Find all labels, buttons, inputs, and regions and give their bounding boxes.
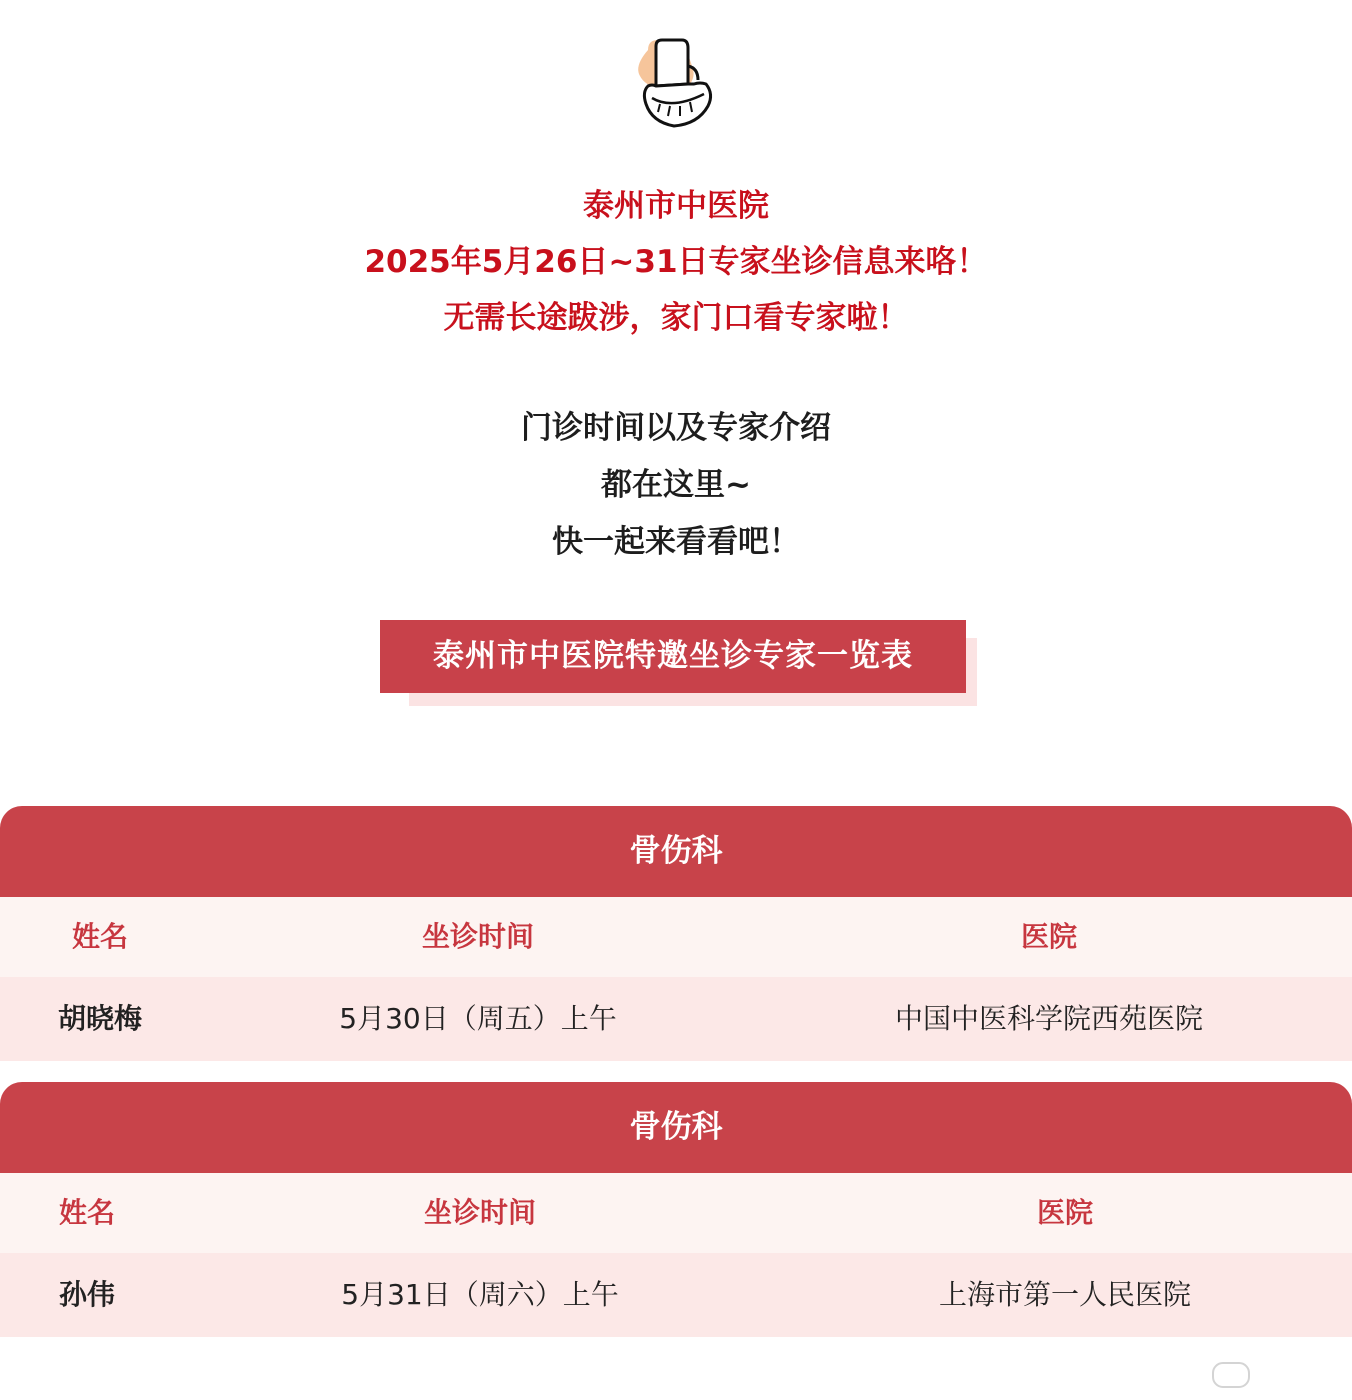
column-name: 姓名: [58, 1196, 116, 1229]
column-header-row: [0, 897, 1352, 977]
department-card: [0, 1082, 1352, 1337]
hospital-name: 泰州市中医院: [583, 188, 769, 224]
column-header-row: [0, 1173, 1352, 1253]
column-time: 坐诊时间: [421, 920, 535, 953]
column-hospital: 医院: [1036, 1196, 1094, 1229]
intro-line-2: 都在这里~: [601, 467, 751, 503]
expert-hospital: 上海市第一人民医院: [938, 1278, 1192, 1311]
expert-hospital: 中国中医科学院西苑医院: [894, 1002, 1204, 1035]
table-row: [0, 977, 1352, 1061]
department-title: 骨伤科: [0, 806, 1352, 897]
consult-time: 5月30日（周五）上午: [339, 1002, 617, 1035]
table-row: [0, 1253, 1352, 1337]
column-name: 姓名: [71, 920, 129, 953]
hand-pointing-down-icon: [626, 36, 720, 132]
department-card: [0, 806, 1352, 1061]
expert-list-banner: 泰州市中医院特邀坐诊专家一览表: [380, 620, 966, 693]
expert-name: 孙伟: [58, 1278, 116, 1311]
schedule-headline: 2025年5月26日~31日专家坐诊信息来咯！: [364, 244, 988, 280]
department-title: 骨伤科: [0, 1082, 1352, 1173]
column-time: 坐诊时间: [423, 1196, 537, 1229]
expert-name: 胡晓梅: [57, 1002, 143, 1035]
consult-time: 5月31日（周六）上午: [341, 1278, 619, 1311]
column-hospital: 医院: [1020, 920, 1078, 953]
intro-line-3: 快一起来看看吧！: [552, 524, 800, 560]
slogan: 无需长途跋涉，家门口看专家啦！: [443, 300, 909, 336]
intro-line-1: 门诊时间以及专家介绍: [521, 410, 831, 446]
watermark-icon: [1212, 1362, 1250, 1388]
watermark-logo: [1212, 1360, 1344, 1390]
